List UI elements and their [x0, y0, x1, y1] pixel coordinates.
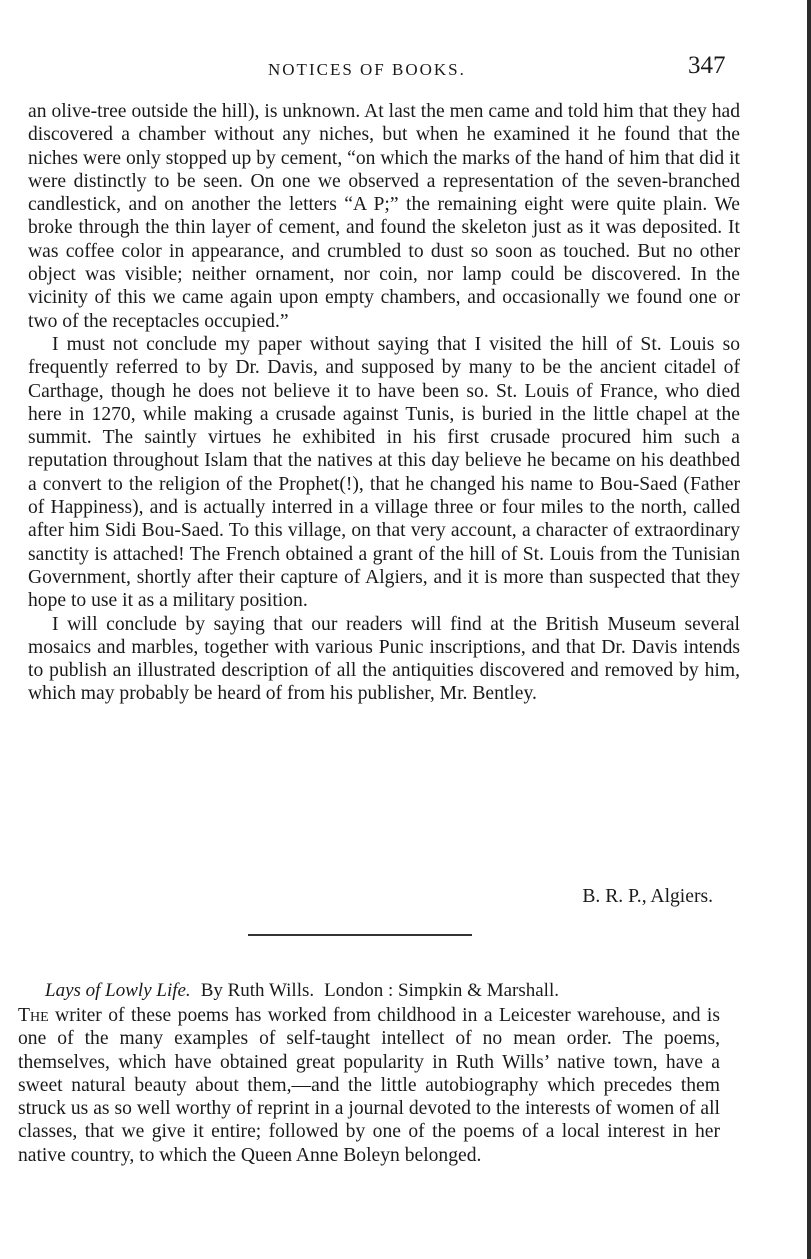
- review-author: By Ruth Wills.: [200, 980, 315, 1001]
- review-lead-word: The: [18, 1005, 49, 1026]
- article-body: [28, 100, 740, 706]
- review-book-title: Lays of Lowly Life.: [45, 980, 191, 1001]
- page-number: 347: [688, 52, 726, 79]
- running-title: NOTICES OF BOOKS.: [268, 60, 466, 79]
- article-paragraph-3: I will conclude by saying that our readers will find at the British Museum several mosaics and marbles, together with various Punic inscriptions, and that Dr. Davis intends to publish an illustrated description of all the antiquities discovered and removed by him, which may probably be heard of from his publisher, Mr. Bentley.: [28, 613, 740, 705]
- review-publisher: London : Simpkin & Marshall.: [324, 980, 559, 1001]
- review-heading: [45, 980, 559, 1002]
- section-divider: [248, 934, 472, 936]
- article-paragraph-2: I must not conclude my paper without saying that I visited the hill of St. Louis so frequently referred to by Dr. Davis, and supposed by many to be the ancient citadel of Carthage, though he does not believe it to have been so. St. Louis of France, who died here in 1270, while making a crusade against Tunis, is buried in the little chapel at the summit. The saintly virtues he exhibited in his first crusade procured him such a reputation throughout Islam that the natives at this day believe he became on his deathbed a convert to the religion of the Prophet(!), that he changed his name to Bou-Saed (Father of Happiness), and is actually interred in a village three or four miles to the north, called after him Sidi Bou-Saed. To this village, on that very account, a character of extraordinary sanctity is attached! The French obtained a grant of the hill of St. Louis from the Tunisian Government, shortly after their capture of Algiers, and it is more than suspected that they hope to use it as a military position.: [28, 333, 740, 612]
- review-text: writer of these poems has worked from childhood in a Leicester warehouse, and is one of the many examples of self-taught intellect of no mean order. The poems, themselves, which have obtained great popularity in Ruth Wills’ native town, have a sweet natural beauty about them,—and the little autobiography which precedes them struck us as so well worthy of reprint in a journal devoted to the interests of women of all classes, that we give it entire; followed by one of the poems of a local interest in her native country, to which the Queen Anne Boleyn belonged.: [18, 1005, 720, 1166]
- article-signature: B. R. P., Algiers.: [582, 886, 713, 907]
- review-body: [18, 1004, 720, 1167]
- page-edge-rule: [807, 0, 811, 1259]
- page-header: [0, 52, 811, 92]
- review-paragraph: [18, 1004, 720, 1167]
- article-paragraph-1: an olive-tree outside the hill), is unknown. At last the men came and told him that they had discovered a chamber without any niches, but when he examined it he found that the niches were only stopped up by cement, “on which the marks of the hand of him that did it were distinctly to be seen. On one we observed a representation of the seven-branched candlestick, and on another the letters “A P;” the remaining eight were quite plain. We broke through the thin layer of cement, and found the skeleton just as it was deposited. It was coffee color in appearance, and crumbled to dust so soon as touched. But no other object was visible; neither ornament, nor coin, nor lamp could be discovered. In the vicinity of this we came again upon empty chambers, and occasionally we found one or two of the receptacles occupied.”: [28, 101, 740, 332]
